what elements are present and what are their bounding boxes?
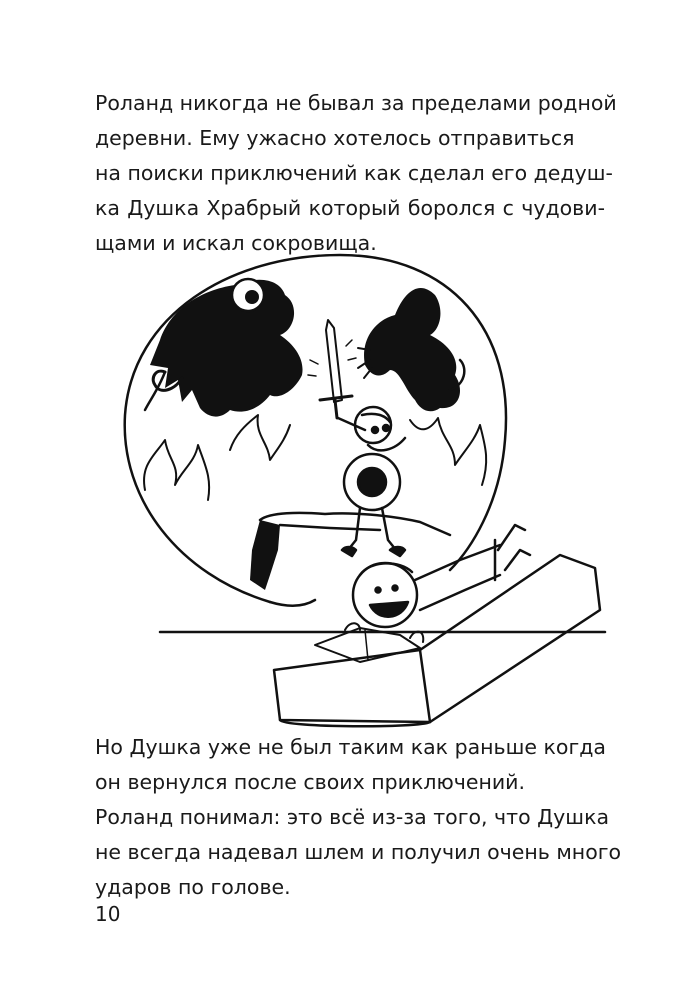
flames-icon bbox=[144, 415, 486, 500]
text-line: Роланд никогда не бывал за пределами родной bbox=[95, 91, 617, 115]
dragon-icon bbox=[358, 288, 464, 411]
text-line: Роланд понимал: это всё из-за того, что Душка bbox=[95, 805, 610, 829]
text-line: ударов по голове. bbox=[95, 875, 291, 899]
bottom-paragraph bbox=[95, 730, 622, 905]
text-line: Но Душка уже не был таким как раньше когда bbox=[95, 735, 606, 759]
book-illustration bbox=[120, 250, 610, 730]
text-line: не всегда надевал шлем и получил очень много bbox=[95, 840, 622, 864]
page-number: 10 bbox=[95, 902, 121, 926]
top-paragraph bbox=[95, 86, 617, 261]
boy-reading-icon bbox=[315, 525, 530, 662]
text-line: ка Душка Храбрый который боролся с чудови- bbox=[95, 196, 605, 220]
text-line: щами и искал сокровища. bbox=[95, 231, 377, 255]
dream-bubble-icon bbox=[125, 255, 506, 606]
monster-head-icon bbox=[145, 279, 303, 417]
text-line: деревни. Ему ужасно хотелось отправиться bbox=[95, 126, 575, 150]
bed-icon bbox=[274, 555, 600, 726]
text-line: он вернулся после своих приключений. bbox=[95, 770, 526, 794]
text-line: на поиски приключений как сделал его дедуш- bbox=[95, 161, 613, 185]
